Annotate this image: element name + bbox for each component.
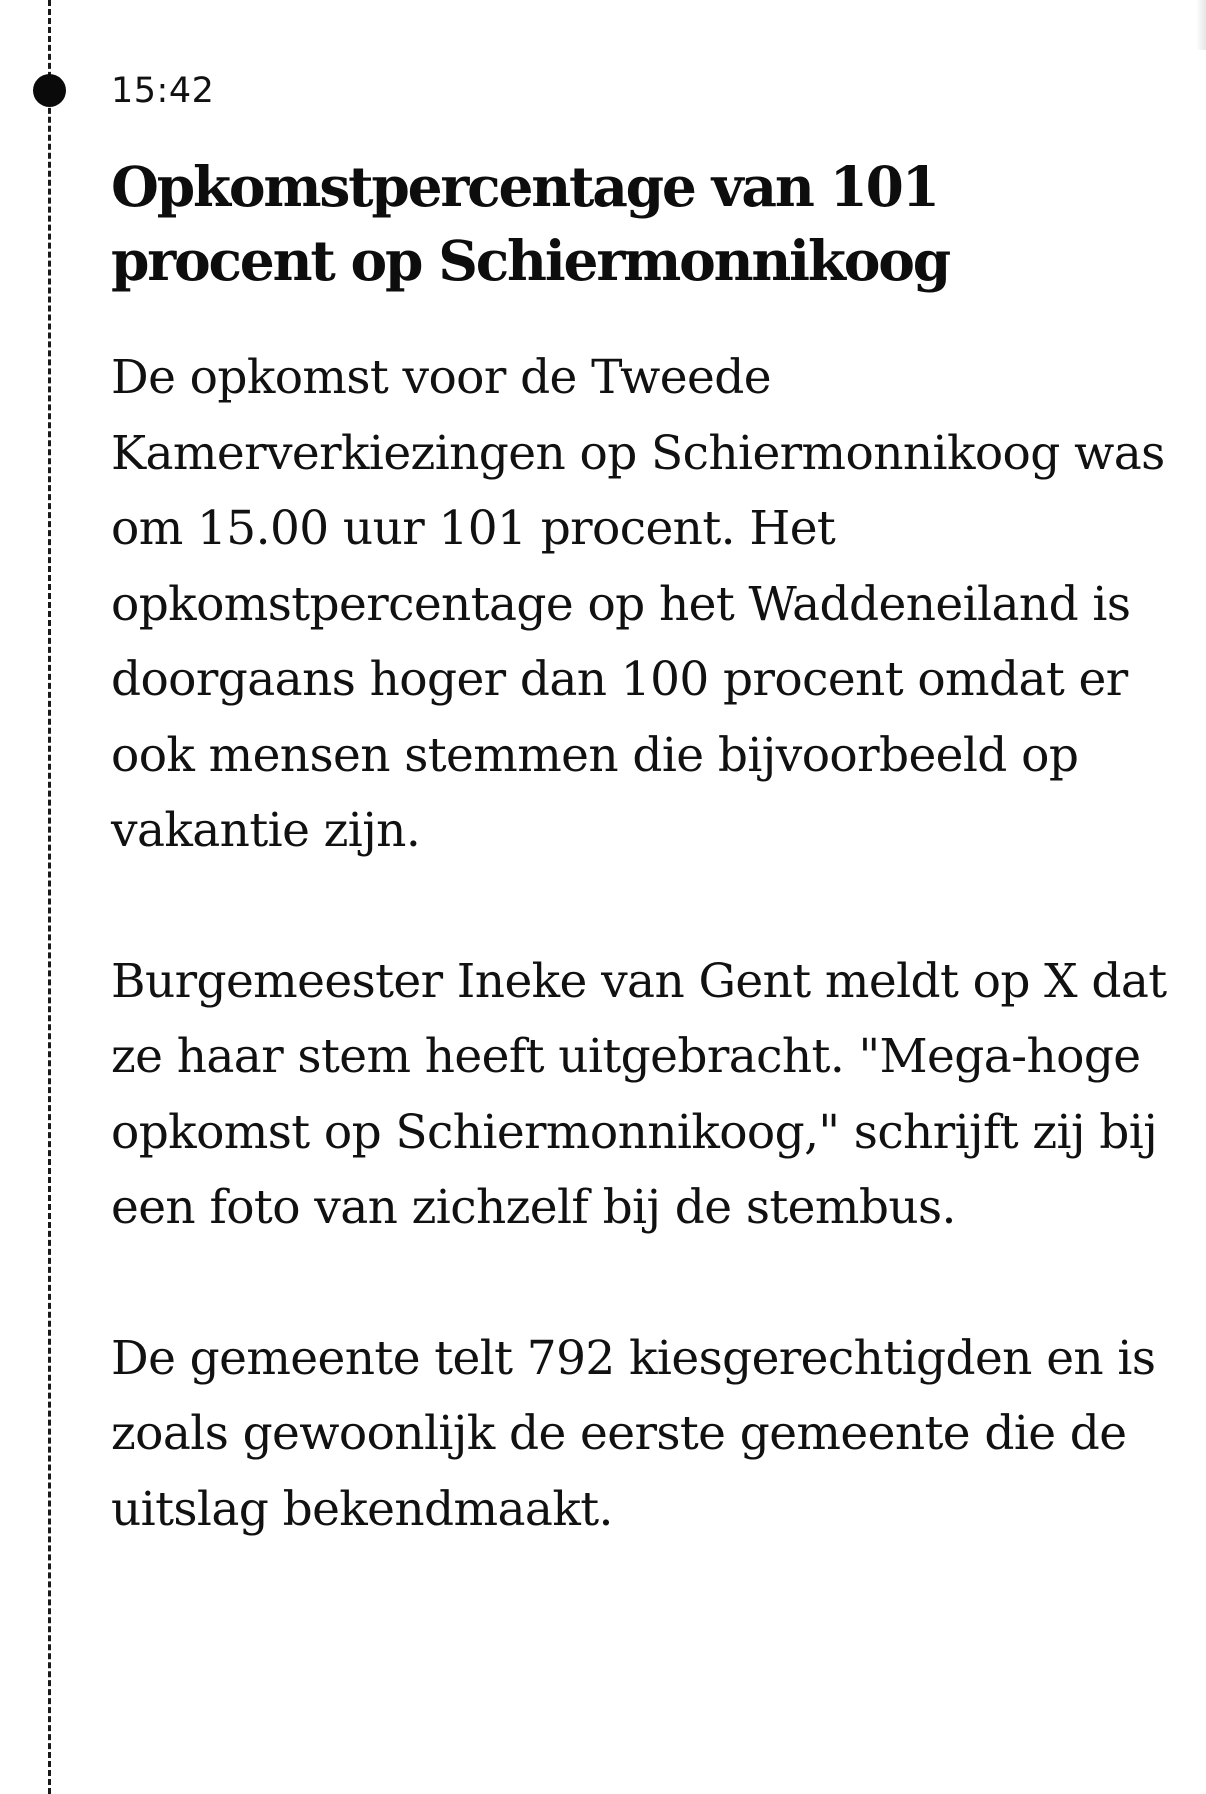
live-blog-entry [111, 58, 1171, 1547]
entry-timestamp: 15:42 [111, 71, 215, 111]
entry-paragraph-3: De gemeente telt 792 kiesgerechtigden en is zoals gewoonlijk de eerste gemeente die de uitslag bekendmaakt. [111, 1330, 1156, 1537]
entry-paragraph-1: De opkomst voor de Tweede Kamerverkiezingen op Schiermonnikoog was om 15.00 uur 101 procent. Het opkomstpercentage op het Waddeneiland is doorgaans hoger dan 100 procent omdat er ook mensen stemmen die bijvoorbeeld op vakantie zijn. [111, 350, 1165, 858]
entry-paragraph-2: Burgemeester Ineke van Gent meldt op X dat ze haar stem heeft uitgebracht. "Mega-hoge opkomst op Schiermonnikoog," schrijft zij bij een foto van zichzelf bij de stembus. [111, 953, 1167, 1235]
timeline-dot [33, 74, 66, 107]
scroll-edge [1196, 0, 1206, 50]
entry-headline: Opkomstpercentage van 101 procent op Schiermonnikoog [111, 154, 949, 293]
timeline-line [48, 0, 51, 1794]
